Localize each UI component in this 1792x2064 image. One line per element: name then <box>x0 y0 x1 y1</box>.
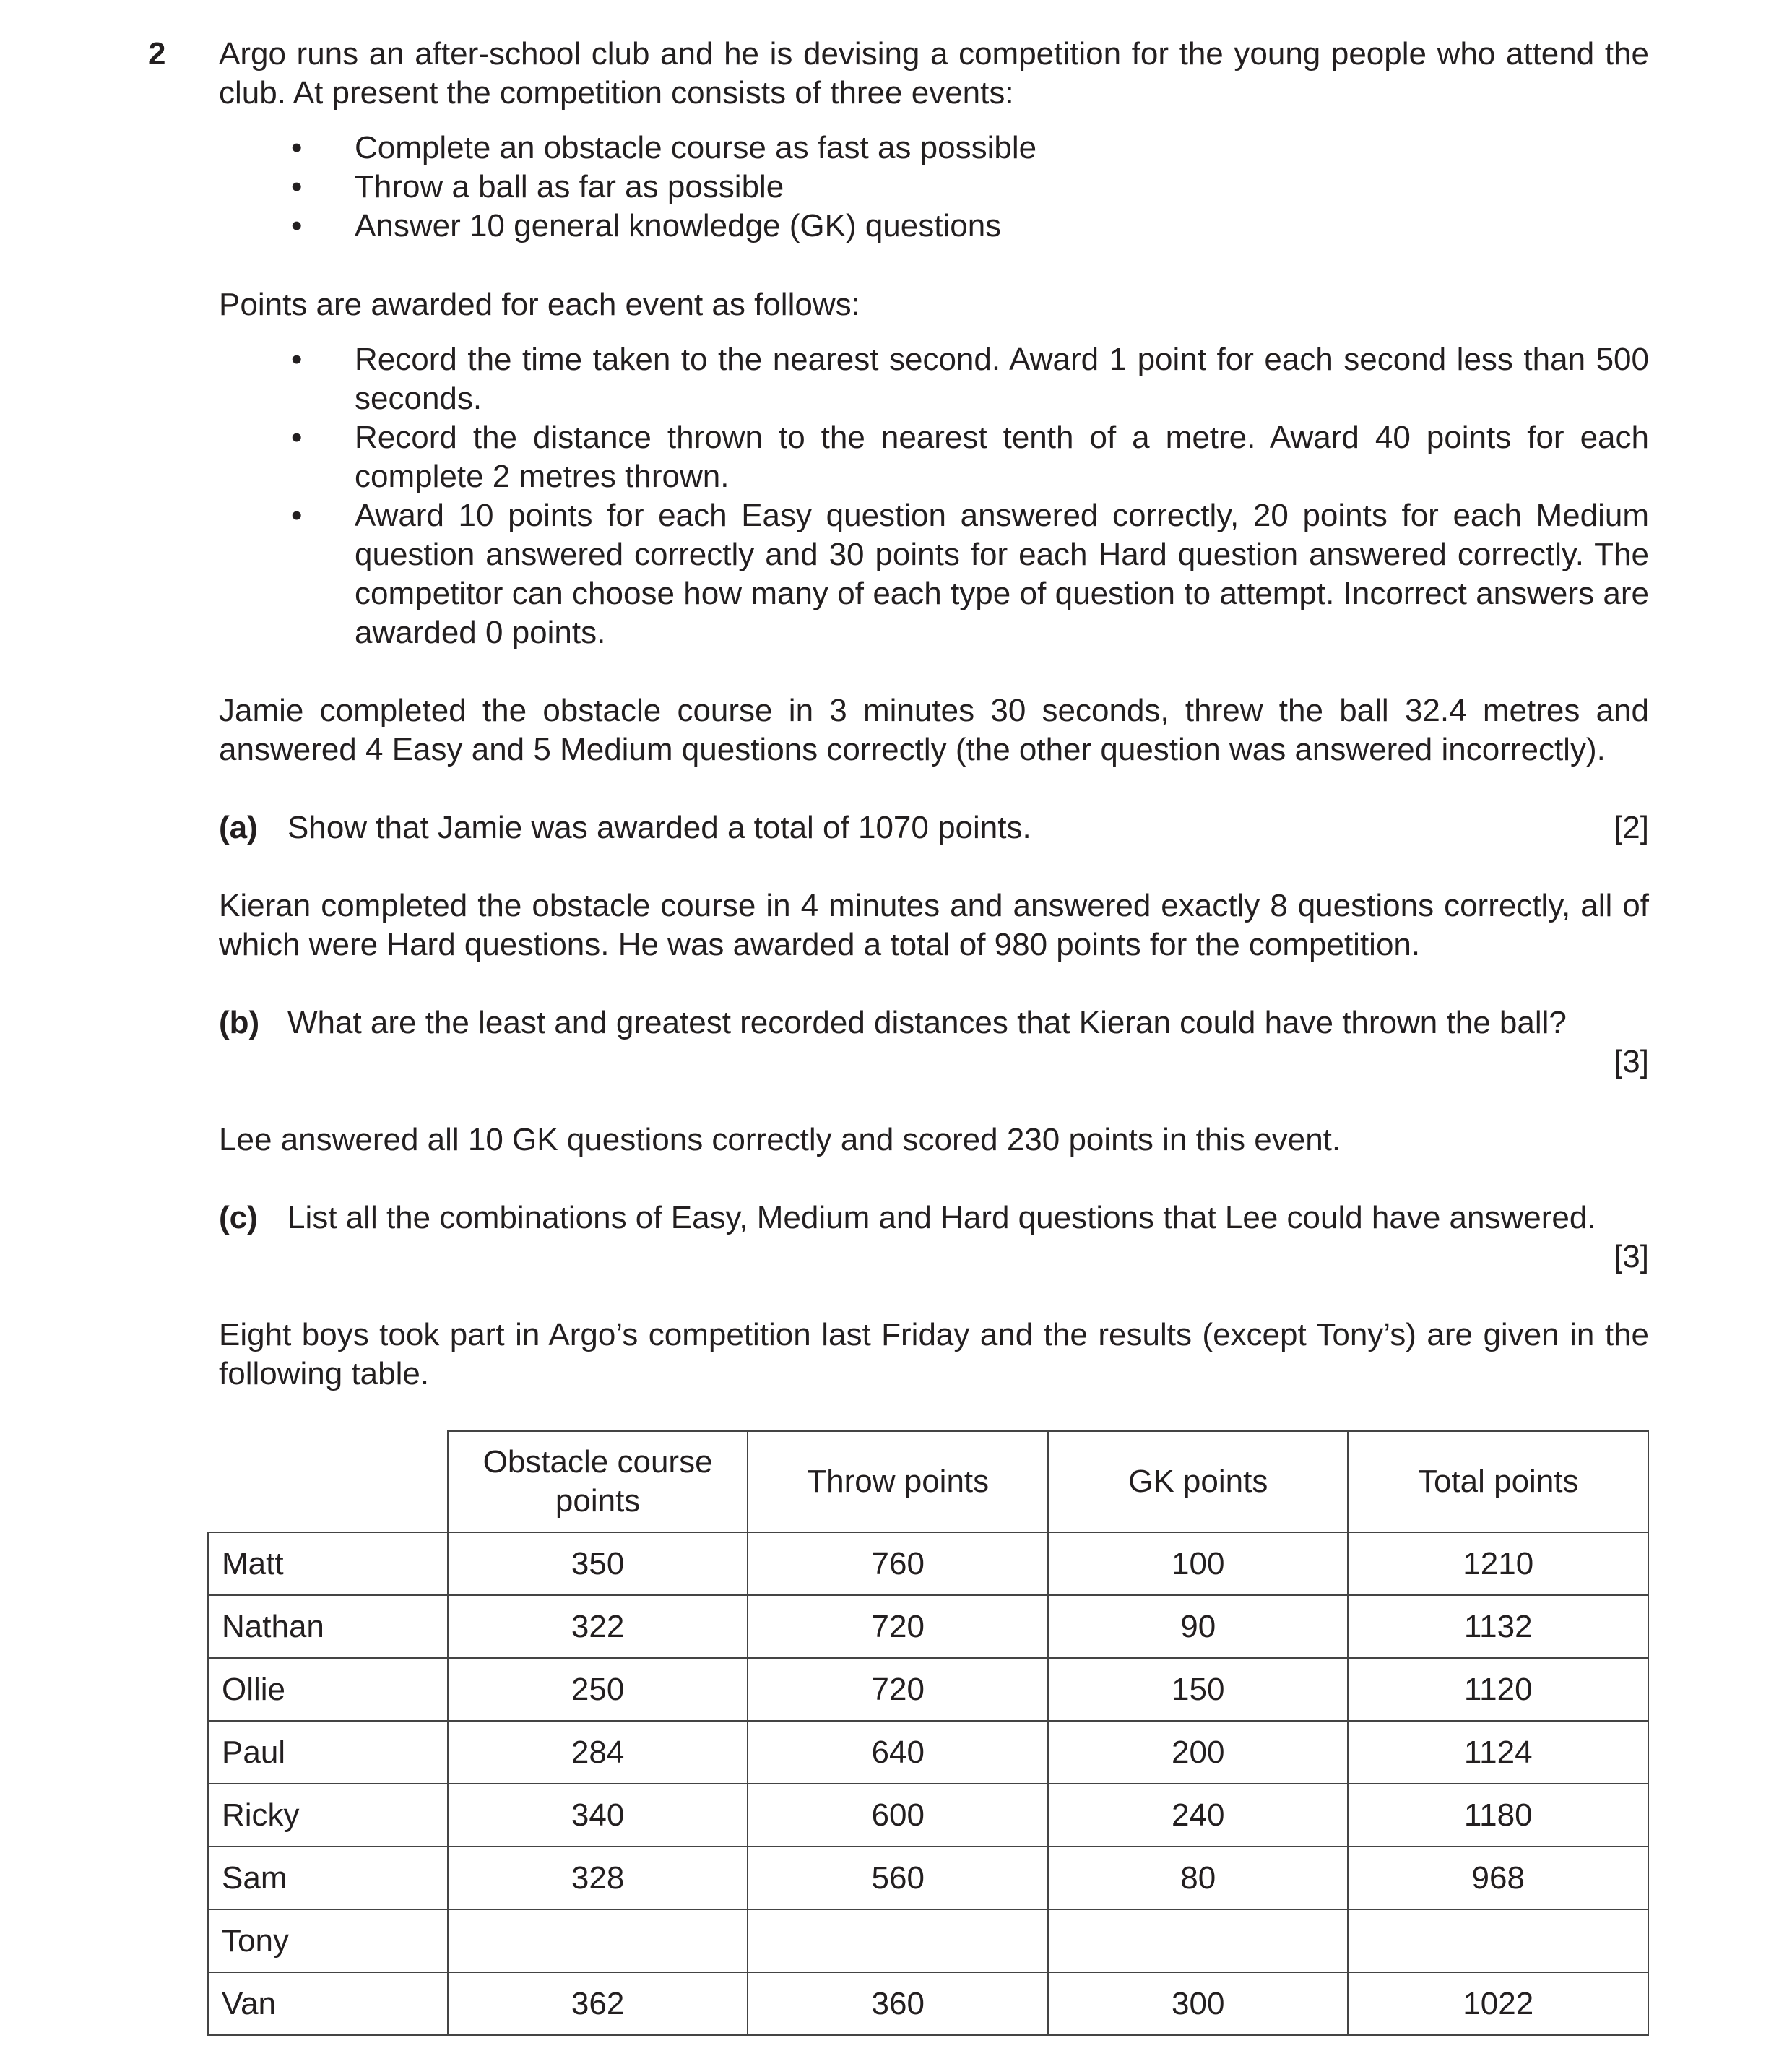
intro-text: Argo runs an after-school club and he is devising a competition for the young people who attend the club. At present the competition consists of three events: <box>219 36 1649 111</box>
table-cell <box>1048 1909 1349 1972</box>
table-corner-cell <box>208 1431 448 1532</box>
table-cell: 284 <box>448 1721 748 1784</box>
list-item: • Record the time taken to the nearest second. Award 1 point for each second less than 500 seconds. <box>291 342 1649 416</box>
part-c-label: (c) <box>219 1200 258 1235</box>
table-cell: 90 <box>1048 1595 1349 1658</box>
table-cell: 600 <box>748 1784 1048 1847</box>
table-cell: 328 <box>448 1847 748 1909</box>
results-table <box>207 1430 1649 2036</box>
kieran-text: Kieran completed the obstacle course in 4 minutes and answered exactly 8 questions correctly, all of which were Hard questions. He was awarded a total of 980 points for the competition. <box>219 888 1649 962</box>
table-cell: 1180 <box>1348 1784 1648 1847</box>
table-cell: 640 <box>748 1721 1048 1784</box>
question-content <box>219 35 1649 1394</box>
list-item: • Award 10 points for each Easy question answered correctly, 20 points for each Medium question answered correctly and 30 points for each Hard question answered correctly. The competitor can choose how many of each type of question to attempt. Incorrect answers are awarded 0 points. <box>291 498 1649 650</box>
table-cell: 720 <box>748 1595 1048 1658</box>
table-cell: 150 <box>1048 1658 1349 1721</box>
bullet-icon: • <box>291 169 303 204</box>
table-row <box>208 1595 1648 1658</box>
row-name: Nathan <box>208 1595 448 1658</box>
part-b-text: What are the least and greatest recorded distances that Kieran could have thrown the ball? <box>287 1005 1567 1040</box>
table-cell: 1022 <box>1348 1972 1648 2035</box>
list-item: • Answer 10 general knowledge (GK) questions <box>219 207 1649 246</box>
jamie-text: Jamie completed the obstacle course in 3 minutes 30 seconds, threw the ball 32.4 metres and answered 4 Easy and 5 Medium questions correctly (the other question was answered incorrectly). <box>219 693 1649 767</box>
table-cell: 720 <box>748 1658 1048 1721</box>
list-item: • Complete an obstacle course as fast as possible <box>219 129 1649 168</box>
column-header: Total points <box>1348 1431 1648 1532</box>
row-name: Paul <box>208 1721 448 1784</box>
table-cell: 340 <box>448 1784 748 1847</box>
bullet-icon: • <box>291 208 303 243</box>
table-row <box>208 1784 1648 1847</box>
events-list <box>219 129 1649 246</box>
table-row <box>208 1532 1648 1595</box>
list-item: • Throw a ball as far as possible <box>219 168 1649 207</box>
row-name: Matt <box>208 1532 448 1595</box>
table-cell: 100 <box>1048 1532 1349 1595</box>
part-b-label: (b) <box>219 1005 260 1040</box>
table-cell <box>748 1909 1048 1972</box>
table-cell: 1120 <box>1348 1658 1648 1721</box>
table-cell: 322 <box>448 1595 748 1658</box>
lee-text: Lee answered all 10 GK questions correctly and scored 230 points in this event. <box>219 1122 1341 1157</box>
points-intro: Points are awarded for each event as follows: <box>219 287 860 322</box>
table-header-row <box>208 1431 1648 1532</box>
column-header: Throw points <box>748 1431 1048 1532</box>
row-name: Ricky <box>208 1784 448 1847</box>
part-a <box>219 808 1649 847</box>
table-row <box>208 1847 1648 1909</box>
table-row <box>208 1909 1648 1972</box>
table-cell: 1132 <box>1348 1595 1648 1658</box>
table-cell: 362 <box>448 1972 748 2035</box>
part-a-marks: [2] <box>1614 810 1649 845</box>
row-name: Tony <box>208 1909 448 1972</box>
part-c-text: List all the combinations of Easy, Medium and Hard questions that Lee could have answered. <box>287 1200 1596 1235</box>
part-a-text: Show that Jamie was awarded a total of 1070 points. <box>287 810 1031 845</box>
table-row <box>208 1658 1648 1721</box>
part-b-marks: [3] <box>1614 1044 1649 1079</box>
table-cell: 1210 <box>1348 1532 1648 1595</box>
row-name: Ollie <box>208 1658 448 1721</box>
table-cell: 80 <box>1048 1847 1349 1909</box>
table-cell: 760 <box>748 1532 1048 1595</box>
bullet-icon: • <box>291 498 303 533</box>
points-rules-list <box>219 340 1649 652</box>
table-cell <box>448 1909 748 1972</box>
table-row <box>208 1721 1648 1784</box>
table-intro: Eight boys took part in Argo’s competition last Friday and the results (except Tony’s) are given in the following table. <box>219 1317 1649 1391</box>
table-cell <box>1348 1909 1648 1972</box>
part-c-marks: [3] <box>1614 1239 1649 1274</box>
question-number: 2 <box>148 36 166 72</box>
table-cell: 300 <box>1048 1972 1349 2035</box>
part-b <box>219 1003 1649 1081</box>
table-cell: 200 <box>1048 1721 1349 1784</box>
column-header: GK points <box>1048 1431 1349 1532</box>
table-row <box>208 1972 1648 2035</box>
table-cell: 240 <box>1048 1784 1349 1847</box>
bullet-icon: • <box>291 130 303 165</box>
table-cell: 968 <box>1348 1847 1648 1909</box>
list-item: • Record the distance thrown to the nearest tenth of a metre. Award 40 points for each complete 2 metres thrown. <box>291 420 1649 494</box>
row-name: Sam <box>208 1847 448 1909</box>
table-cell: 360 <box>748 1972 1048 2035</box>
table-cell: 1124 <box>1348 1721 1648 1784</box>
part-c <box>219 1199 1649 1277</box>
table-cell: 350 <box>448 1532 748 1595</box>
table-cell: 250 <box>448 1658 748 1721</box>
column-header: Obstacle course points <box>448 1431 748 1532</box>
bullet-icon: • <box>291 420 303 455</box>
table-cell: 560 <box>748 1847 1048 1909</box>
part-a-label: (a) <box>219 810 258 845</box>
bullet-icon: • <box>291 342 303 377</box>
row-name: Van <box>208 1972 448 2035</box>
